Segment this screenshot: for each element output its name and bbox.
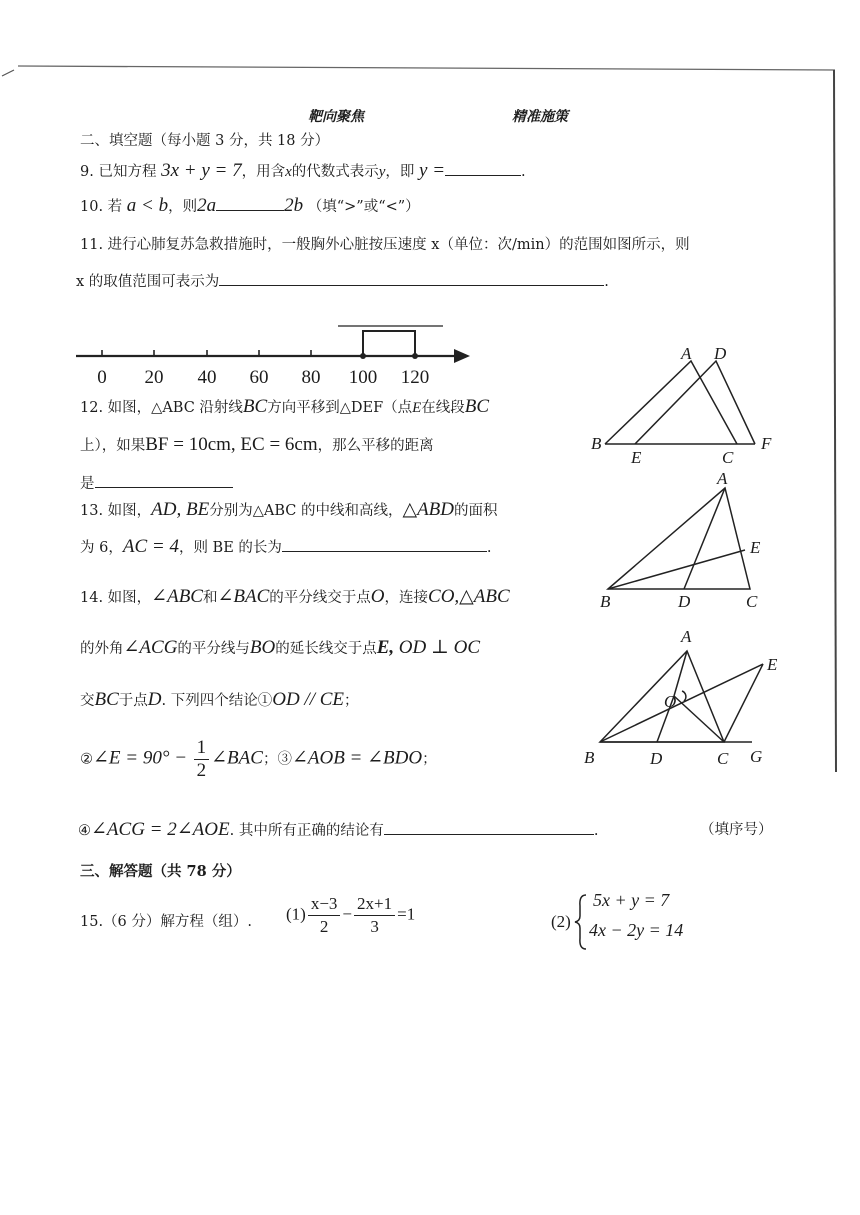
fig14-point-a: A xyxy=(681,627,692,646)
question-9: 9. 已知方程 3x + y = 7，用含x的代数式表示y，即 y = . xyxy=(80,160,526,181)
number-line-figure xyxy=(70,318,480,393)
fig12-point-b: B xyxy=(591,434,602,453)
answer-blank-10[interactable] xyxy=(216,210,284,211)
fig14-point-c: C xyxy=(717,749,729,768)
question-14-line5: ④∠ACG = 2∠AOE. 其中所有正确的结论有 . xyxy=(78,819,599,840)
answer-blank-9[interactable] xyxy=(445,175,521,176)
number-line-label: 60 xyxy=(249,367,269,388)
number-line-label: 40 xyxy=(197,367,217,388)
fig12-point-d: D xyxy=(714,344,727,363)
number-line-label: 120 xyxy=(400,367,430,388)
fig14-point-g: G xyxy=(750,747,763,766)
figure-12-translation xyxy=(585,343,780,468)
fig14-point-d: D xyxy=(650,749,663,768)
answer-blank-13[interactable] xyxy=(282,551,487,552)
fig13-point-b: B xyxy=(600,592,611,611)
question-12-line1: 12. 如图，△ABC 沿射线BC方向平移到△DEF（点E在线段BC xyxy=(80,396,490,417)
question-14-line2: 的外角∠ACG的平分线与BO的延长线交于点E, OD ⊥ OC xyxy=(80,637,481,658)
fig13-point-d: D xyxy=(678,592,691,611)
fig12-point-c: C xyxy=(722,448,734,467)
number-line-label: 20 xyxy=(144,367,164,388)
question-14-hint: （填序号） xyxy=(700,822,773,838)
question-15-part1: (1) $\frac{x-3}{2}$ − $\frac{2x+1}{3}$ =1 xyxy=(286,894,416,936)
number-line-label: 0 xyxy=(97,367,107,388)
brace-icon xyxy=(573,892,589,952)
answer-blank-14[interactable] xyxy=(384,834,594,835)
question-12-line2: 上），如果BF = 10cm, EC = 6cm，那么平移的距离 xyxy=(80,434,434,455)
fig14-point-o: O xyxy=(664,692,677,711)
question-14-line1: 14. 如图，∠ABC和∠BAC的平分线交于点O，连接CO,△ABC xyxy=(80,586,510,607)
number-line-label: 100 xyxy=(348,367,378,388)
answer-blank-12[interactable] xyxy=(95,487,233,488)
section3-title: 三、解答题（共 78 分） xyxy=(80,863,241,880)
answer-blank-11[interactable] xyxy=(219,285,604,286)
question-10: 10. 若 a < b，则2a 2b （填“>”或“<”） xyxy=(80,195,420,216)
figure-14-bisectors xyxy=(580,618,790,768)
question-13-line1: 13. 如图，AD, BE分别为△ABC 的中线和高线，△ABD的面积 xyxy=(80,499,498,520)
number-line-label: 80 xyxy=(301,367,321,388)
question-14-line4: ②∠E = 90° − $\frac{1}{2}$ ∠BAC；③∠AOB = ∠BDO； xyxy=(80,737,437,781)
fraction-one-half: $\frac{1}{2}$ xyxy=(194,737,210,782)
section2-title: 二、填空题（每小题 3 分，共 18 分） xyxy=(80,133,330,149)
question-14-line3: 交BC于点D. 下列四个结论①OD // CE； xyxy=(80,689,359,710)
question-13-line2: 为 6，AC = 4，则 BE 的长为 . xyxy=(80,536,492,557)
fig14-point-b: B xyxy=(584,748,595,767)
header-left: 靶向聚焦 xyxy=(308,109,364,125)
fig12-point-a: A xyxy=(681,344,692,363)
fig12-point-e: E xyxy=(631,448,642,467)
fig13-point-c: C xyxy=(746,592,758,611)
question-12-line3: 是 xyxy=(80,472,233,493)
fig13-point-a: A xyxy=(717,469,728,488)
header-right: 精准施策 xyxy=(512,109,568,125)
question-11-line2: x 的取值范围可表示为 . xyxy=(76,274,609,290)
figure-13-triangle xyxy=(592,468,782,616)
fig12-point-f: F xyxy=(761,434,772,453)
question-11-line1: 11. 进行心肺复苏急救措施时，一般胸外心脏按压速度 x（单位：次/min）的范围如图所示，则 xyxy=(80,237,690,253)
fig14-point-e: E xyxy=(767,655,778,674)
question-15-label: 15.（6 分）解方程（组）. xyxy=(80,914,253,930)
fig13-point-e: E xyxy=(750,538,761,557)
